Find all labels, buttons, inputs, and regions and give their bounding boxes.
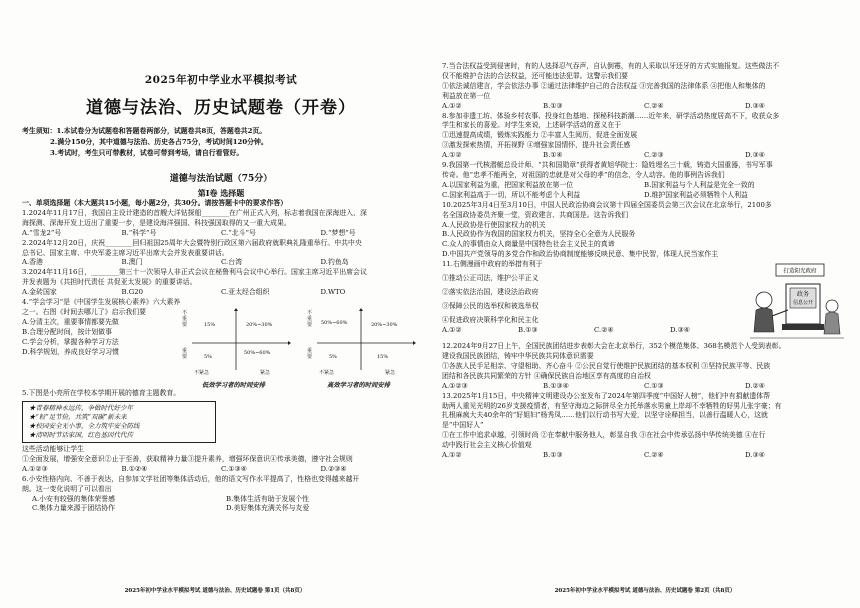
page-2	[430, 0, 860, 608]
option-a: A.以国家利益为重，把国家利益放在第一位	[442, 180, 574, 189]
question-items: ③保障公民的选举权和被选举权	[442, 301, 539, 310]
option-c: C.②③	[644, 151, 664, 160]
option-d: D.③④	[745, 101, 765, 110]
question-text: 1.2024年11月17日，我国自主设计建造的首艘大洋钻探船________在广州正式入列，标志着我国在深海进入、深	[22, 208, 367, 217]
option-a: A.①②③	[22, 464, 48, 473]
axis-label: 重要	[307, 348, 313, 361]
notice-line: 2.满分150分，其中道德与法治、历史各占75分，考试时间120分钟。	[50, 138, 268, 146]
volume-title: 第Ⅰ卷 选择题	[197, 188, 245, 198]
option-a: A.分清主次，重要事情都要先做	[22, 317, 119, 326]
quadrant-chart	[301, 308, 416, 378]
option-b: B.①③	[543, 451, 563, 460]
question-text: 2.2024年12月20日，庆祝________回归祖国25周年大会暨特别行政区第六届政府就职典礼隆重举行。中共中央	[22, 238, 362, 247]
page-footer: 2025年初中学业水平模拟考试 道德与法治、历史试题卷 第1页（共8页）	[124, 588, 306, 594]
option-b: B.人民政协作为我国的国家权力机关，坚持全心全意为人民服务	[442, 230, 636, 239]
question-text: 并发表题为《共担时代责任 共促亚太发展》的重要讲话。	[22, 278, 197, 287]
quadrant-label: 15%	[204, 322, 216, 329]
option-d: D.③④	[745, 451, 765, 460]
option-c: C.亚太经合组织	[221, 288, 270, 297]
question-items: ④促进政府决策科学化和民主化	[442, 315, 539, 324]
quadrant-label: 50%~60%	[321, 320, 348, 327]
quadrant-label: 15%	[377, 354, 389, 361]
theme-item: ★青春精神永远传，争做时代好少年	[29, 403, 133, 412]
options	[22, 288, 420, 298]
question-9	[442, 161, 846, 201]
question-text: 10.2025年3月4日至3月10日，中国人民政治协商会议第十四届全国委员会第三次会议在北京举行，2100多	[442, 200, 772, 209]
question-text: 之一。右图《时间去哪儿了》启示我们要	[22, 307, 147, 316]
axis-label: 不紧急	[194, 370, 210, 377]
cartoon-sign-text: 打造阳光政府	[783, 268, 817, 275]
axis-label: 不重要	[307, 310, 313, 329]
option-c: C.众人的事情由众人商量是中国特色社会主义民主的真谛	[442, 240, 615, 249]
option-b: B.①②④	[121, 464, 148, 473]
options	[442, 451, 846, 461]
question-text: 仅不能维护合法的合法权益，还可能违法犯罪。这警示我们要	[442, 71, 629, 80]
option-b: B.①③④	[543, 381, 569, 390]
question-5	[22, 389, 420, 475]
option-a: A.①②③	[442, 381, 468, 390]
option-d: D.“梦想”号	[320, 228, 356, 237]
option-c: C.②④	[594, 325, 614, 334]
time-charts	[176, 308, 416, 389]
option-d: D.科学规划，养成良好学习习惯	[22, 347, 120, 356]
cartoon-screen-text: 政务	[796, 291, 810, 299]
question-text: 助两人重见光明的26岁支援疫情者，有坚守海边之际拼尽全力托举落水男童上岸却不幸牺牲的好男儿张宇豪；有	[442, 401, 782, 410]
option-d: D.WTO	[320, 288, 346, 297]
question-4-text	[22, 298, 181, 389]
option-d: D.维护国家利益必须牺牲个人利益	[644, 190, 748, 199]
axis-label: 紧急	[260, 370, 271, 377]
theme-item: ★清明时节话家国，红色基因代代传	[29, 430, 133, 439]
question-13	[442, 392, 846, 461]
quadrant-chart	[176, 308, 291, 378]
options	[22, 258, 420, 268]
question-items: ①推动公正司法，维护公平正义	[442, 274, 539, 283]
option-d: D.钓鱼岛	[320, 258, 349, 267]
question-text: 13.2025年1月15日，中央精神文明建设办公室发布了2024年第四季度“中国好人榜”，他们中有捐献遗体帮	[442, 391, 771, 400]
quadrant-axes	[176, 308, 291, 378]
question-2	[22, 239, 420, 269]
options	[442, 181, 846, 201]
question-items: ①在工作中追求卓越，引领时尚 ②在奉献中服务他人，彰显自我 ③在社会中传承弘扬中华传统美德 ④在行	[442, 431, 766, 440]
option-d: D.美好集体充满关怀与友爱	[226, 504, 310, 513]
theme-box	[22, 401, 216, 443]
question-11	[442, 260, 846, 342]
option-c: C.①③④	[221, 464, 247, 473]
quadrant-label: 20%~30%	[371, 322, 398, 329]
option-b: B.“科学”号	[121, 228, 157, 237]
theme-item: ★校园安全无小事，全力筑牢安全防线	[29, 421, 140, 430]
options	[442, 382, 846, 392]
option-b: B.①③	[543, 101, 563, 110]
theme-item: ★“粒”足节俭，共筑“双碳”新未来	[29, 412, 127, 421]
option-d: D.③④	[745, 151, 765, 160]
option-c: C.台湾	[221, 258, 242, 267]
option-a: A.①②	[442, 325, 462, 334]
option-b: B.国家利益与个人利益是完全一致的	[644, 180, 755, 189]
question-text: 学生和家长的喜爱。对学生来说，上述研学活动的意义在于	[442, 121, 622, 130]
paper-title: 道德与法治、历史试题卷（开卷）	[86, 98, 356, 118]
question-text: 总书记、国家主席、中央军委主席习近平出席大会并发表重要讲话。	[22, 248, 229, 257]
options	[442, 102, 846, 112]
section-heading: 一、单项选择题（本大题共15小题，每小题2分，共30分。请按答题卡中的要求作答）	[22, 199, 288, 207]
options	[22, 465, 420, 475]
options	[442, 326, 746, 336]
chart-caption: 低效学习者的时间安排	[202, 382, 265, 390]
quadrant-label: 5%	[204, 354, 212, 361]
question-text: 名全国政协委员齐聚一堂，资政建言、共商国是。这告诉我们	[442, 210, 629, 219]
option-b: B.G20	[121, 288, 144, 297]
quadrant-label: 50%~60%	[244, 350, 271, 357]
option-d: D.②③④	[320, 464, 347, 473]
section-subtitle: 道德与法治试题（75分）	[169, 174, 273, 184]
option-c: C.①③	[644, 381, 664, 390]
option-a: A.①②	[442, 151, 462, 160]
question-items: ③激发探索热情，开拓视野 ④增强家国情怀，提升社会责任感	[442, 141, 631, 150]
cartoon-screen-text: 信息公开	[792, 300, 814, 307]
question-text: 8.参加非遗工坊、体验乡村农事、投身红色基地、探秘科技新潮……近年来，研学活动热度居高不下，收获众多	[442, 111, 780, 120]
option-b: B.①④	[543, 151, 563, 160]
question-text: 朗。这一变化说明了可以看出	[22, 484, 112, 493]
question-text: 9.我国第一代核潜艇总设计师、“共和国勋章”获得者黄旭华院士：隐姓埋名三十载，铸造大国重器，书写军事	[442, 161, 773, 170]
options	[22, 495, 420, 515]
question-3	[22, 268, 420, 298]
question-1	[22, 209, 420, 239]
question-text: 3.2024年11月16日，________第三十一次领导人非正式会议在秘鲁利马会议中心举行。国家主席习近平出席会议	[22, 268, 367, 277]
question-8	[442, 112, 846, 162]
option-c: C.集体力量来源于团结协作	[32, 504, 116, 513]
exam-notice	[22, 126, 420, 159]
question-6	[22, 475, 420, 515]
option-b: B.集体生活有助于发展个性	[226, 494, 310, 503]
question-items: 团结和各民族共同繁荣的方针 ④确保民族自治地区享有高度的自治权	[442, 371, 651, 380]
question-12	[442, 342, 846, 392]
exam-title: 2025年初中学业水平模拟考试	[144, 74, 298, 86]
question-text: 7.当合法权益受到侵害时，有的人选择忍气吞声，自认倒霉，有的人采取以牙还牙的方式实施报复。这些做法不	[442, 62, 780, 70]
question-text: 5.下图是小亮所在学校本学期开展的德育主题教育。	[22, 389, 181, 398]
question-items: ②落实依法治国，建设法治政府	[442, 287, 539, 296]
option-d: D.中国共产党领导的多党合作和政治协商制度能够反映民意、集中民智，体现人民当家作主	[442, 250, 719, 259]
option-a: A.“雪龙2”号	[22, 228, 62, 237]
question-text: 传奇。他“忠孝不能两全，对祖国的忠就是对父母的孝”的信念，令人动容。他的事例告诉我们	[442, 170, 725, 179]
question-items: 动中践行社会主义核心价值观	[442, 441, 532, 450]
axis-label: 重要	[182, 348, 188, 361]
question-items: 利益放在第一位	[442, 91, 491, 100]
question-text: 建设我国民族团结，铸牢中华民族共同体意识需要	[442, 352, 594, 361]
question-11-text	[442, 260, 746, 342]
question-text: 12.2024年9月27日上午，全国民族团结进步表彰大会在北京举行，352个模范集体、368名模范个人受到表彰。	[442, 342, 786, 351]
axis-label: 不重要	[182, 310, 188, 329]
question-items: ①迅速提高成绩，锻炼实践能力 ②丰富人生阅历，促进全面发展	[442, 131, 638, 140]
option-a: A.香港	[22, 258, 43, 267]
option-a: A.①②	[442, 451, 462, 460]
question-text: 11.右侧漫画中政府的举措有利于	[442, 260, 543, 269]
option-a: A.金砖国家	[22, 288, 57, 297]
question-text: 扎根麻疯大夫40余年的“好姐妇”杨秀凤……他们以行动书写大爱，以坚守诠释担当，以善行温暖人心，这就	[442, 411, 768, 420]
page-footer: 2025年初中学业水平模拟考试 道德与法治、历史试题卷 第2页（共8页）	[554, 588, 736, 594]
question-items: ①依法诚信建言，学会依法办事 ②通过法律维护自己的合法权益 ③完善我国的法律体系 ④把他人和集体的	[442, 81, 766, 90]
quadrant-axes	[301, 308, 416, 378]
axis-label: 不紧急	[319, 370, 335, 377]
chart-caption: 高效学习者的时间安排	[327, 382, 390, 390]
option-a: A.①②	[442, 101, 462, 110]
notice-line: 考生须知：1.本试卷分为试题卷和答题卷两部分，试题卷共8页，答题卷共2页。	[22, 127, 267, 135]
quadrant-label: 20%~30%	[246, 322, 273, 329]
question-items: ①全面发展，增强安全意识②止于至善，获取精神力量③提升素养，增强环保意识④传承美德，遵守社会规则	[22, 454, 353, 463]
option-b: B.澳门	[121, 258, 143, 267]
question-text: 4.“学会学习”是《中国学生发展核心素养》六大素养	[22, 298, 181, 307]
notice-line: 3.考试时，考生只可带教材，试卷可带到考场，请自行看管好。	[50, 149, 244, 157]
option-c: C.学会分析，掌握各种学习方法	[22, 337, 119, 346]
question-text: 是“中国好人”	[442, 421, 484, 430]
chart-high-efficiency	[301, 308, 416, 389]
question-text: 这些活动能够让学生	[22, 444, 85, 453]
government-cartoon	[746, 262, 846, 342]
chart-low-efficiency	[176, 308, 291, 389]
option-d: D.②④	[745, 381, 765, 390]
option-d: D.③④	[670, 325, 690, 334]
option-b: B.合理分配时间，按计划做事	[22, 327, 112, 336]
cartoon-illustration	[746, 262, 846, 342]
option-b: B.①③	[518, 325, 538, 334]
option-a: A.小安有较强的集体荣誉感	[32, 494, 115, 503]
question-text: 6.小安性格内向、不善于表达，自参加文学社团等集体活动后，他的语文写作水平提高了，性格也变得越来越开	[22, 474, 360, 483]
options	[22, 229, 420, 239]
options	[442, 151, 846, 161]
quadrant-label: 5%	[329, 354, 337, 361]
axis-label: 紧急	[385, 370, 396, 377]
question-4	[22, 298, 420, 389]
option-a: A.人民政协是行使国家权力的机关	[442, 220, 546, 229]
option-c: C.国家利益高于一切，所以不能考虑个人利益	[442, 190, 581, 199]
option-c: C.②④	[644, 451, 664, 460]
option-c: C.②④	[644, 101, 664, 110]
option-c: C.“北斗”号	[221, 228, 256, 237]
question-items: ①各族人民手足相亲、守望相助、齐心奋斗 ②公民自觉行使维护民族团结的基本权利 ③坚持民族平等、民族	[442, 361, 771, 370]
question-text: 海探测、深海开发上迈出了重要一步，是建设海洋强国、科技强国取得的又一重大成果。	[22, 218, 291, 227]
question-7	[442, 62, 846, 112]
question-10	[442, 201, 846, 260]
